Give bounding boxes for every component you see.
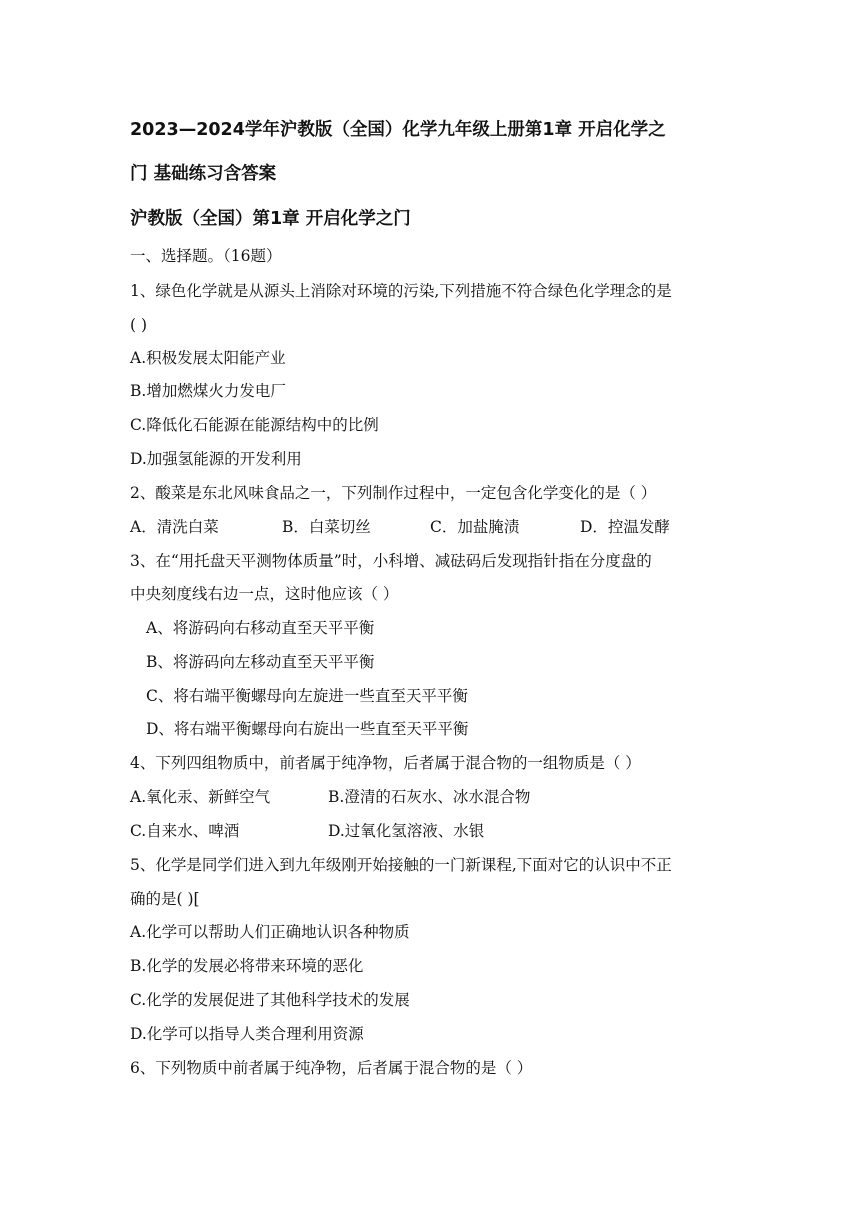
document-title-line-2: 门 基础练习含答案 [130,164,277,184]
question-5-option-b: B.化学的发展必将带来环境的恶化 [130,957,364,975]
question-1-option-c: C.降低化石能源在能源结构中的比例 [130,416,379,434]
document-title-line-1: 2023—2024学年沪教版（全国）化学九年级上册第1章 开启化学之 [130,120,666,140]
question-4-option-b: B.澄清的石灰水、冰水混合物 [328,788,531,806]
section-heading: 一、选择题。（16题） [130,247,282,265]
question-3-option-a: A、将游码向右移动直至天平平衡 [146,619,375,637]
question-4-options-row-1 [130,787,740,807]
question-2-stem: 2、酸菜是东北风味食品之一，下列制作过程中，一定包含化学变化的是（ ） [130,484,657,502]
question-3-option-d: D、将右端平衡螺母向右旋出一些直至天平平衡 [146,720,469,738]
question-6-stem: 6、下列物质中前者属于纯净物，后者属于混合物的是（ ） [130,1059,533,1077]
question-5-stem-line-1: 5、化学是同学们进入到九年级刚开始接触的一门新课程,下面对它的认识中不正 [130,856,672,874]
question-1-option-d: D.加强氢能源的开发利用 [130,450,302,468]
question-1-stem-line-1: 1、绿色化学就是从源头上消除对环境的污染,下列措施不符合绿色化学理念的是 [130,282,672,300]
question-5-option-c: C.化学的发展促进了其他科学技术的发展 [130,991,410,1009]
question-4-stem: 4、下列四组物质中，前者属于纯净物，后者属于混合物的一组物质是（ ） [130,754,641,772]
question-2-option-b: B．白菜切丝 [282,518,371,536]
question-2-option-c: C．加盐腌渍 [430,518,520,536]
question-1-option-b: B.增加燃煤火力发电厂 [130,382,286,400]
question-5-option-d: D.化学可以指导人类合理利用资源 [130,1025,364,1043]
question-1-option-a: A.积极发展太阳能产业 [130,349,286,367]
question-3-option-b: B、将游码向左移动直至天平平衡 [146,653,375,671]
chapter-heading: 沪教版（全国）第1章 开启化学之门 [130,209,411,229]
question-1-stem-line-2: ( ) [130,316,148,334]
question-2-options [130,517,740,537]
question-2-option-d: D．控温发酵 [580,518,670,536]
question-4-option-c: C.自来水、啤酒 [130,822,240,840]
question-4-option-a: A.氧化汞、新鲜空气 [130,788,271,806]
question-3-stem-line-2: 中央刻度线右边一点，这时他应该（ ） [130,585,399,603]
question-5-option-a: A.化学可以帮助人们正确地认识各种物质 [130,923,410,941]
question-4-options-row-2 [130,821,740,841]
question-3-option-c: C、将右端平衡螺母向左旋进一些直至天平平衡 [146,687,468,705]
question-5-stem-line-2: 确的是( )[ [130,890,200,908]
question-2-option-a: A．清洗白菜 [130,518,219,536]
question-3-stem-line-1: 3、在“用托盘天平测物体质量”时，小科增、减砝码后发现指针指在分度盘的 [130,552,652,570]
question-4-option-d: D.过氧化氢溶液、水银 [328,822,485,840]
